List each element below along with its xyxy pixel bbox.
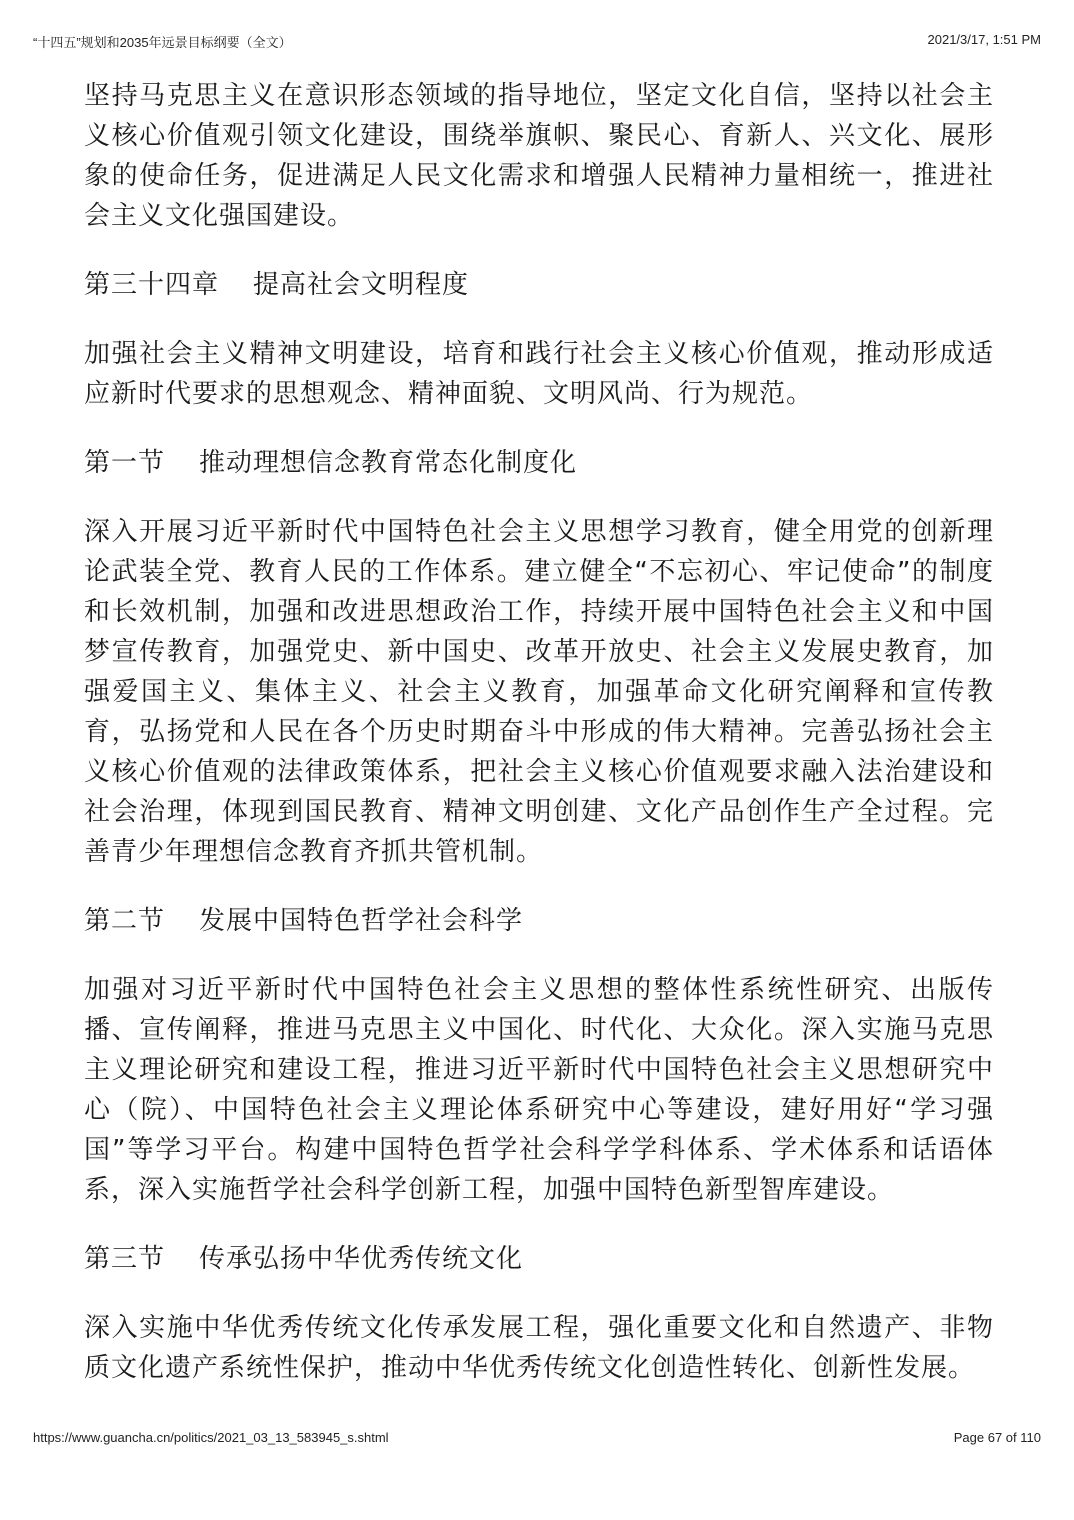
section-heading-1 [84, 443, 994, 483]
section-heading-2 [84, 901, 994, 941]
section-heading-3 [84, 1239, 994, 1279]
section-number: 第一节 [84, 448, 166, 478]
chapter-number: 第三十四章 [84, 270, 220, 300]
section-paragraph-1: 深入开展习近平新时代中国特色社会主义思想学习教育，健全用党的创新理论武装全党、教育人民的工作体系。建立健全“不忘初心、牢记使命”的制度和长效机制，加强和改进思想政治工作，持续开展中国特色社会主义和中国梦宣传教育，加强党史、新中国史、改革开放史、社会主义发展史教育，加强爱国主义、集体主义、社会主义教育，加强革命文化研究阐释和宣传教育，弘扬党和人民在各个历史时期奋斗中形成的伟大精神。完善弘扬社会主义核心价值观的法律政策体系，把社会主义核心价值观要求融入法治建设和社会治理，体现到国民教育、精神文明创建、文化产品创作生产全过程。完善青少年理想信念教育齐抓共管机制。 [84, 517, 994, 867]
section-paragraph-2: 加强对习近平新时代中国特色社会主义思想的整体性系统性研究、出版传播、宣传阐释，推进马克思主义中国化、时代化、大众化。深入实施马克思主义理论研究和建设工程，推进习近平新时代中国特色社会主义思想研究中心（院）、中国特色社会主义理论体系研究中心等建设，建好用好“学习强国”等学习平台。构建中国特色哲学社会科学学科体系、学术体系和话语体系，深入实施哲学社会科学创新工程，加强中国特色新型智库建设。 [84, 975, 994, 1205]
page-number: Page 67 of 110 [953, 1430, 1041, 1445]
section-number: 第二节 [84, 906, 166, 936]
section-paragraph-3: 深入实施中华优秀传统文化传承发展工程，强化重要文化和自然遗产、非物质文化遗产系统性保护，推动中华优秀传统文化创造性转化、创新性发展。 [84, 1313, 994, 1383]
document-title: “十四五”规划和2035年远景目标纲要（全文） [33, 35, 292, 50]
section-title: 发展中国特色哲学社会科学 [199, 906, 524, 936]
chapter-title: 提高社会文明程度 [253, 270, 470, 300]
print-datetime: 2021/3/17, 1:51 PM [927, 32, 1041, 47]
chapter-heading [84, 265, 994, 305]
section-title: 传承弘扬中华优秀传统文化 [199, 1244, 524, 1274]
intro-paragraph: 坚持马克思主义在意识形态领域的指导地位，坚定文化自信，坚持以社会主义核心价值观引领文化建设，围绕举旗帜、聚民心、育新人、兴文化、展形象的使命任务，促进满足人民文化需求和增强人民精神力量相统一，推进社会主义文化强国建设。 [84, 81, 994, 231]
source-url: https://www.guancha.cn/politics/2021_03_13_583945_s.shtml [33, 1430, 389, 1445]
section-number: 第三节 [84, 1244, 166, 1274]
print-footer [33, 1430, 1041, 1445]
section-title: 推动理想信念教育常态化制度化 [199, 448, 578, 478]
print-header [33, 32, 1041, 51]
chapter-paragraph: 加强社会主义精神文明建设，培育和践行社会主义核心价值观，推动形成适应新时代要求的思想观念、精神面貌、文明风尚、行为规范。 [84, 339, 994, 409]
document-body [84, 76, 994, 1388]
